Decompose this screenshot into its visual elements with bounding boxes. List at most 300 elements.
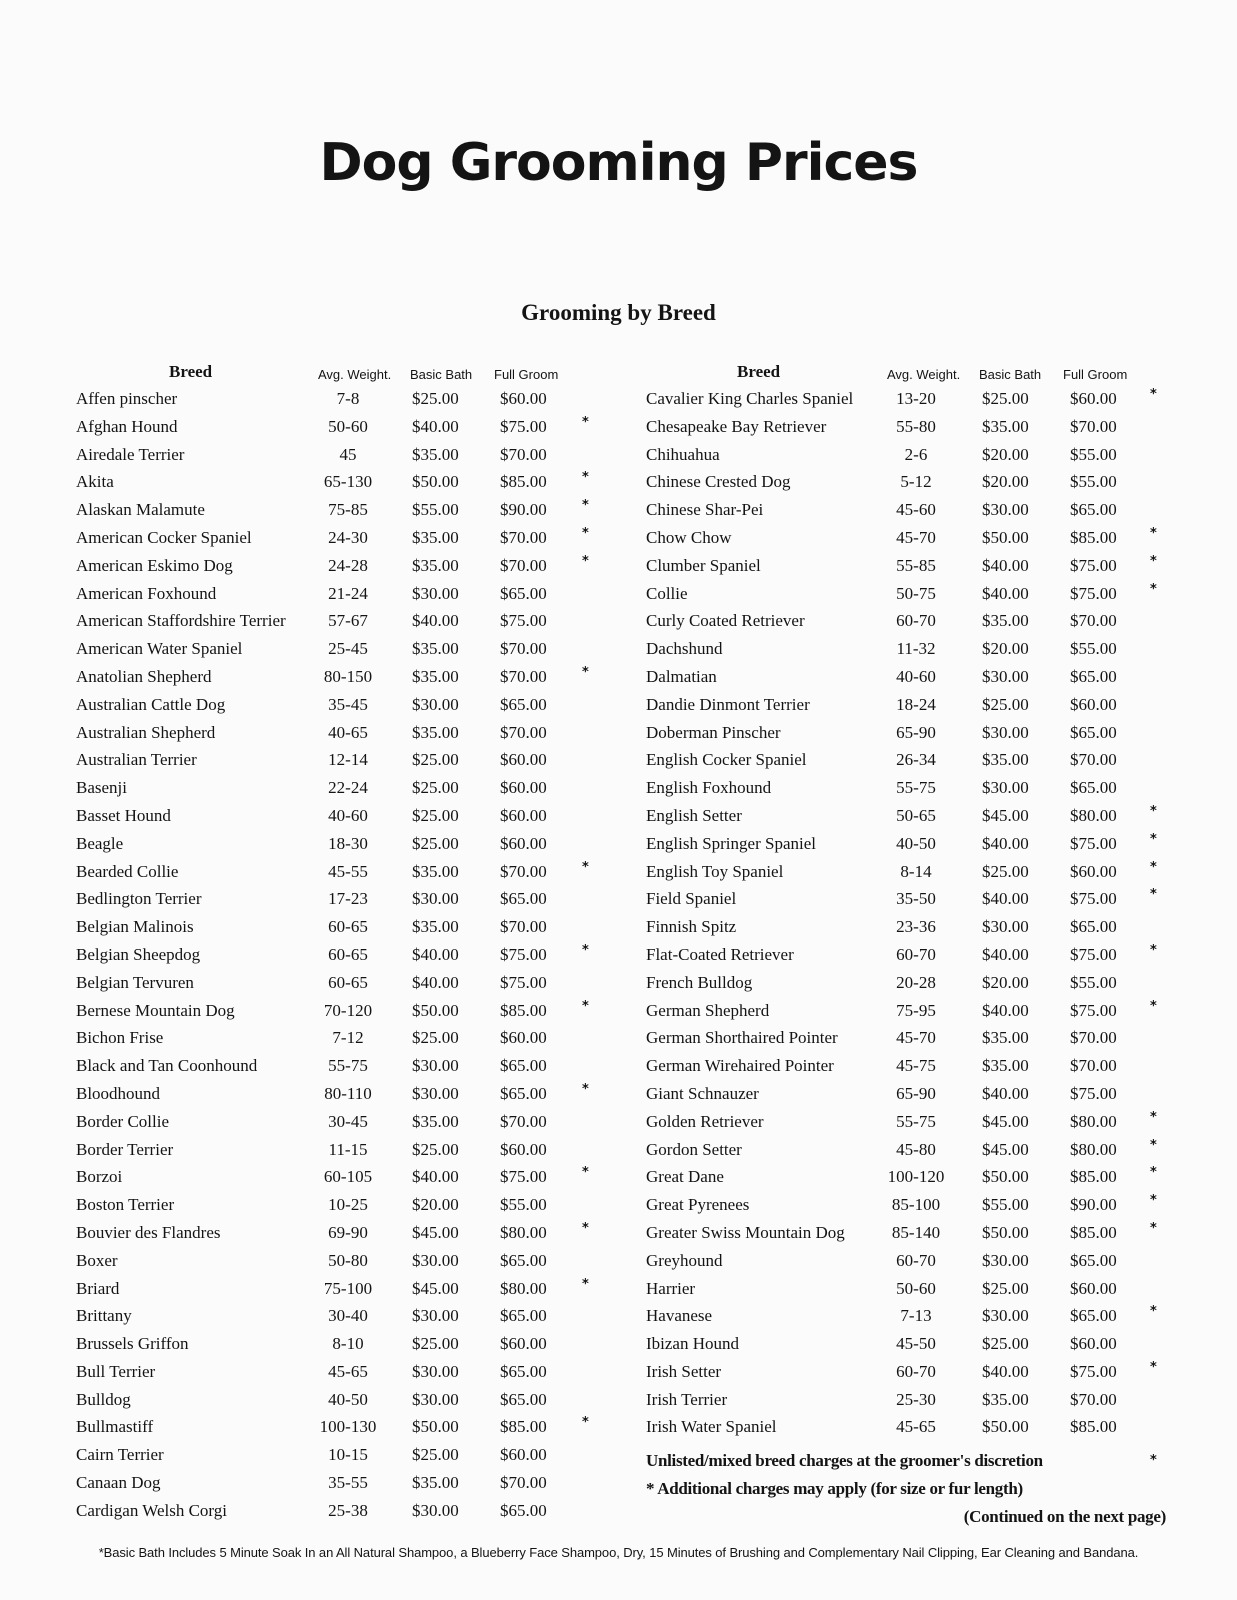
breed-name: Great Pyrenees	[646, 1195, 750, 1215]
avg-weight: 45-70	[896, 1028, 936, 1048]
avg-weight: 55-75	[896, 778, 936, 798]
breed-name: Akita	[76, 472, 114, 492]
avg-weight: 45-60	[896, 500, 936, 520]
full-groom-price: $75.00	[500, 944, 547, 964]
avg-weight: 50-80	[328, 1250, 368, 1270]
basic-bath-price: $35.00	[412, 555, 459, 575]
breed-name: Cairn Terrier	[76, 1445, 164, 1465]
basic-bath-price: $45.00	[412, 1278, 459, 1298]
breed-name: Belgian Tervuren	[76, 972, 194, 992]
breed-name: Border Collie	[76, 1111, 170, 1131]
avg-weight: 85-140	[891, 1222, 941, 1242]
breed-name: Canaan Dog	[76, 1473, 161, 1493]
header-breed: Breed	[169, 362, 213, 381]
avg-weight: 50-75	[896, 583, 936, 603]
breed-name: Bullmastiff	[76, 1417, 154, 1437]
basic-bath-price: $30.00	[412, 1306, 459, 1326]
extra-charge-asterisk: *	[582, 470, 589, 486]
breed-name: English Cocker Spaniel	[646, 750, 807, 770]
basic-bath-price: $20.00	[982, 639, 1029, 659]
basic-bath-price: $50.00	[982, 527, 1029, 547]
full-groom-price: $70.00	[1070, 1028, 1117, 1048]
breed-name: Boston Terrier	[76, 1195, 175, 1215]
basic-bath-price: $55.00	[982, 1195, 1029, 1215]
avg-weight: 65-90	[896, 1083, 936, 1103]
extra-charge-asterisk: *	[1150, 1193, 1157, 1209]
basic-bath-price: $40.00	[982, 555, 1029, 575]
basic-bath-price: $50.00	[412, 1000, 459, 1020]
basic-bath-price: $30.00	[412, 1361, 459, 1381]
breed-name: Gordon Setter	[646, 1139, 742, 1159]
breed-name: Golden Retriever	[646, 1111, 764, 1131]
full-groom-price: $85.00	[1070, 1222, 1117, 1242]
breed-name: Irish Setter	[646, 1361, 722, 1381]
avg-weight: 11-15	[328, 1139, 368, 1159]
avg-weight: 55-75	[896, 1111, 936, 1131]
extra-charge-asterisk: *	[582, 1165, 589, 1181]
full-groom-price: $60.00	[500, 1028, 547, 1048]
basic-bath-price: $40.00	[982, 583, 1029, 603]
full-groom-price: $70.00	[500, 555, 547, 575]
full-groom-price: $65.00	[500, 1389, 547, 1409]
full-groom-price: $55.00	[500, 1195, 547, 1215]
full-groom-price: $70.00	[500, 527, 547, 547]
avg-weight: 35-45	[328, 694, 368, 714]
avg-weight: 65-130	[323, 472, 373, 492]
avg-weight: 60-65	[328, 972, 368, 992]
avg-weight: 11-32	[896, 639, 936, 659]
basic-bath-price: $50.00	[982, 1167, 1029, 1187]
extra-charge-asterisk: *	[582, 1276, 589, 1292]
breed-name: American Staffordshire Terrier	[76, 611, 286, 631]
avg-weight: 100-120	[887, 1167, 945, 1187]
avg-weight: 75-100	[323, 1278, 373, 1298]
basic-bath-price: $25.00	[412, 833, 459, 853]
full-groom-price: $80.00	[1070, 805, 1117, 825]
breed-name: Chinese Crested Dog	[646, 472, 791, 492]
basic-bath-price: $40.00	[412, 944, 459, 964]
full-groom-price: $60.00	[500, 778, 547, 798]
full-groom-price: $90.00	[1070, 1195, 1117, 1215]
basic-bath-price: $35.00	[412, 917, 459, 937]
extra-charge-asterisk: *	[1150, 553, 1157, 569]
avg-weight: 55-75	[328, 1056, 368, 1076]
breed-name: Greater Swiss Mountain Dog	[646, 1222, 845, 1242]
full-groom-price: $70.00	[500, 639, 547, 659]
basic-bath-price: $25.00	[412, 778, 459, 798]
breed-name: Chesapeake Bay Retriever	[646, 416, 827, 436]
full-groom-price: $80.00	[1070, 1111, 1117, 1131]
breed-name: Bichon Frise	[76, 1028, 164, 1048]
avg-weight: 45-65	[896, 1417, 936, 1437]
extra-charge-asterisk: *	[582, 942, 589, 958]
breed-name: Beagle	[76, 833, 124, 853]
basic-bath-price: $30.00	[412, 1250, 459, 1270]
header-breed: Breed	[737, 362, 781, 381]
avg-weight: 45	[339, 444, 357, 464]
breed-name: Boxer	[76, 1250, 118, 1270]
breed-name: Curly Coated Retriever	[646, 611, 805, 631]
full-groom-price: $85.00	[1070, 527, 1117, 547]
extra-charge-asterisk: *	[1150, 887, 1157, 903]
basic-bath-price: $20.00	[982, 444, 1029, 464]
basic-bath-price: $35.00	[412, 666, 459, 686]
breed-name: Basenji	[76, 778, 127, 798]
avg-weight: 60-70	[896, 1250, 936, 1270]
full-groom-price: $90.00	[500, 500, 547, 520]
avg-weight: 60-70	[896, 944, 936, 964]
breed-name: English Setter	[646, 805, 742, 825]
avg-weight: 22-24	[328, 778, 368, 798]
basic-bath-price: $40.00	[412, 1167, 459, 1187]
extra-charge-asterisk: *	[1150, 998, 1157, 1014]
breed-name: Bloodhound	[76, 1083, 161, 1103]
avg-weight: 35-55	[328, 1473, 368, 1493]
basic-bath-price: $30.00	[982, 1250, 1029, 1270]
basic-bath-price: $30.00	[982, 500, 1029, 520]
full-groom-price: $65.00	[500, 1306, 547, 1326]
full-groom-price: $55.00	[1070, 472, 1117, 492]
basic-bath-price: $40.00	[982, 1000, 1029, 1020]
basic-bath-price: $45.00	[982, 1111, 1029, 1131]
basic-bath-price: $30.00	[412, 889, 459, 909]
avg-weight: 60-70	[896, 1361, 936, 1381]
avg-weight: 40-60	[896, 666, 936, 686]
breed-name: Australian Cattle Dog	[76, 694, 226, 714]
page-title: Dog Grooming Prices	[319, 133, 918, 193]
full-groom-price: $70.00	[1070, 750, 1117, 770]
basic-bath-price: $25.00	[412, 805, 459, 825]
extra-charge-asterisk: *	[582, 525, 589, 541]
full-groom-price: $70.00	[500, 722, 547, 742]
breed-name: Finnish Spitz	[646, 917, 737, 937]
avg-weight: 30-40	[328, 1306, 368, 1326]
basic-bath-price: $40.00	[412, 416, 459, 436]
unlisted-breed-note: Unlisted/mixed breed charges at the groomer's discretion	[646, 1451, 1043, 1470]
breed-name: Brittany	[76, 1306, 132, 1326]
breed-name: Irish Terrier	[646, 1389, 728, 1409]
avg-weight: 7-8	[336, 389, 360, 408]
breed-name: Field Spaniel	[646, 889, 737, 909]
basic-bath-price: $35.00	[412, 861, 459, 881]
breed-name: German Wirehaired Pointer	[646, 1056, 834, 1076]
full-groom-price: $75.00	[1070, 1000, 1117, 1020]
extra-charge-asterisk: *	[582, 859, 589, 875]
basic-bath-price: $50.00	[412, 472, 459, 492]
avg-weight: 45-50	[896, 1334, 936, 1354]
avg-weight: 7-13	[900, 1306, 932, 1326]
basic-bath-price: $35.00	[982, 1389, 1029, 1409]
full-groom-price: $70.00	[500, 444, 547, 464]
full-groom-price: $70.00	[500, 666, 547, 686]
basic-bath-price: $30.00	[982, 778, 1029, 798]
full-groom-price: $75.00	[1070, 944, 1117, 964]
avg-weight: 20-28	[896, 972, 936, 992]
basic-bath-price: $45.00	[412, 1222, 459, 1242]
full-groom-price: $75.00	[500, 1167, 547, 1187]
avg-weight: 45-70	[896, 527, 936, 547]
avg-weight: 2-6	[904, 444, 928, 464]
full-groom-price: $60.00	[500, 833, 547, 853]
section-subtitle: Grooming by Breed	[521, 300, 716, 325]
full-groom-price: $60.00	[1070, 694, 1117, 714]
avg-weight: 80-110	[324, 1083, 372, 1103]
extra-charge-asterisk: *	[582, 553, 589, 569]
avg-weight: 17-23	[328, 889, 368, 909]
extra-charge-asterisk: *	[582, 414, 589, 430]
full-groom-price: $70.00	[1070, 1389, 1117, 1409]
full-groom-price: $65.00	[1070, 722, 1117, 742]
avg-weight: 50-60	[896, 1278, 936, 1298]
basic-bath-price: $25.00	[412, 750, 459, 770]
basic-bath-price: $20.00	[412, 1195, 459, 1215]
extra-charge-asterisk: *	[1150, 859, 1157, 875]
full-groom-price: $65.00	[1070, 1250, 1117, 1270]
full-groom-price: $55.00	[1070, 972, 1117, 992]
breed-name: Belgian Malinois	[76, 917, 194, 937]
full-groom-price: $75.00	[500, 416, 547, 436]
full-groom-price: $65.00	[500, 1250, 547, 1270]
basic-bath-price: $40.00	[982, 833, 1029, 853]
breed-name: English Foxhound	[646, 778, 772, 798]
avg-weight: 80-150	[323, 666, 373, 686]
extra-charge-asterisk: *	[582, 1081, 589, 1097]
extra-charge-asterisk: *	[1150, 581, 1157, 597]
basic-bath-price: $40.00	[982, 889, 1029, 909]
avg-weight: 21-24	[328, 583, 368, 603]
extra-charge-asterisk: *	[582, 1220, 589, 1236]
basic-bath-price: $55.00	[412, 500, 459, 520]
avg-weight: 45-65	[328, 1361, 368, 1381]
basic-bath-price: $35.00	[412, 1111, 459, 1131]
extra-charge-asterisk: *	[582, 664, 589, 680]
avg-weight: 65-90	[896, 722, 936, 742]
header-groom: Full Groom	[1063, 367, 1128, 382]
avg-weight: 12-14	[328, 750, 368, 770]
extra-charge-asterisk: *	[1150, 1304, 1157, 1320]
breed-name: German Shepherd	[646, 1000, 770, 1020]
full-groom-price: $65.00	[500, 889, 547, 909]
full-groom-price: $85.00	[500, 1417, 547, 1437]
full-groom-price: $60.00	[1070, 861, 1117, 881]
basic-bath-price: $40.00	[412, 611, 459, 631]
full-groom-price: $85.00	[1070, 1417, 1117, 1437]
breed-name: Flat-Coated Retriever	[646, 944, 794, 964]
basic-bath-price: $30.00	[412, 1083, 459, 1103]
avg-weight: 55-80	[896, 416, 936, 436]
full-groom-price: $65.00	[1070, 778, 1117, 798]
avg-weight: 45-75	[896, 1056, 936, 1076]
full-groom-price: $60.00	[500, 805, 547, 825]
avg-weight: 30-45	[328, 1111, 368, 1131]
basic-bath-price: $25.00	[412, 1445, 459, 1465]
avg-weight: 18-24	[896, 694, 936, 714]
basic-bath-price: $30.00	[982, 917, 1029, 937]
breed-name: Bernese Mountain Dog	[76, 1000, 235, 1020]
full-groom-price: $75.00	[1070, 889, 1117, 909]
avg-weight: 40-50	[328, 1389, 368, 1409]
extra-charge-asterisk: *	[1150, 803, 1157, 819]
full-groom-price: $75.00	[1070, 583, 1117, 603]
breed-name: American Water Spaniel	[76, 639, 243, 659]
full-groom-price: $75.00	[1070, 1083, 1117, 1103]
table-notes	[646, 1451, 1166, 1531]
breed-name: English Toy Spaniel	[646, 861, 784, 881]
basic-bath-price: $25.00	[982, 389, 1029, 408]
full-groom-price: $55.00	[1070, 444, 1117, 464]
basic-bath-price: $30.00	[982, 722, 1029, 742]
avg-weight: 75-85	[328, 500, 368, 520]
avg-weight: 26-34	[896, 750, 936, 770]
basic-bath-price: $25.00	[412, 1139, 459, 1159]
basic-bath-price: $25.00	[982, 1334, 1029, 1354]
breed-name: Anatolian Shepherd	[76, 666, 212, 686]
avg-weight: 40-65	[328, 722, 368, 742]
avg-weight: 100-130	[319, 1417, 377, 1437]
basic-bath-price: $35.00	[412, 639, 459, 659]
breed-name: Borzoi	[76, 1167, 123, 1187]
basic-bath-price: $35.00	[412, 722, 459, 742]
full-groom-price: $70.00	[500, 917, 547, 937]
basic-bath-price: $30.00	[412, 1389, 459, 1409]
breed-name: German Shorthaired Pointer	[646, 1028, 838, 1048]
breed-name: Giant Schnauzer	[646, 1083, 759, 1103]
breed-name: Brussels Griffon	[76, 1334, 189, 1354]
extra-charge-asterisk: *	[1150, 942, 1157, 958]
basic-bath-price: $40.00	[982, 1361, 1029, 1381]
full-groom-price: $70.00	[1070, 416, 1117, 436]
breed-name: Great Dane	[646, 1167, 724, 1187]
basic-bath-price: $20.00	[982, 972, 1029, 992]
breed-name: Harrier	[646, 1278, 696, 1298]
basic-bath-price: $30.00	[412, 694, 459, 714]
basic-bath-price: $25.00	[412, 389, 459, 408]
basic-bath-price: $25.00	[982, 1278, 1029, 1298]
basic-bath-price: $35.00	[412, 444, 459, 464]
full-groom-price: $65.00	[500, 1083, 547, 1103]
extra-charge-asterisk: *	[1150, 1109, 1157, 1125]
full-groom-price: $60.00	[1070, 1278, 1117, 1298]
avg-weight: 57-67	[328, 611, 368, 631]
avg-weight: 8-14	[900, 861, 932, 881]
full-groom-price: $70.00	[500, 1473, 547, 1493]
avg-weight: 60-65	[328, 917, 368, 937]
full-groom-price: $60.00	[500, 1139, 547, 1159]
breed-name: Dandie Dinmont Terrier	[646, 694, 810, 714]
unlisted-note-asterisk: *	[1150, 1453, 1157, 1468]
basic-bath-price: $45.00	[982, 1139, 1029, 1159]
breed-name: French Bulldog	[646, 972, 753, 992]
avg-weight: 55-85	[896, 555, 936, 575]
full-groom-price: $70.00	[500, 1111, 547, 1131]
extra-charge-asterisk: *	[1150, 1137, 1157, 1153]
full-groom-price: $60.00	[500, 389, 547, 408]
basic-bath-price: $20.00	[982, 472, 1029, 492]
breed-name: Bulldog	[76, 1389, 131, 1409]
avg-weight: 18-30	[328, 833, 368, 853]
extra-charge-asterisk: *	[1150, 387, 1157, 402]
avg-weight: 40-50	[896, 833, 936, 853]
full-groom-price: $80.00	[500, 1222, 547, 1242]
breed-name: Belgian Sheepdog	[76, 944, 201, 964]
avg-weight: 35-50	[896, 889, 936, 909]
full-groom-price: $55.00	[1070, 639, 1117, 659]
avg-weight: 60-65	[328, 944, 368, 964]
breed-name: Bearded Collie	[76, 861, 179, 881]
avg-weight: 85-100	[891, 1195, 941, 1215]
full-groom-price: $65.00	[1070, 1306, 1117, 1326]
breed-name: American Cocker Spaniel	[76, 527, 252, 547]
full-groom-price: $75.00	[500, 611, 547, 631]
breed-name: Ibizan Hound	[646, 1334, 740, 1354]
breed-name: Greyhound	[646, 1250, 723, 1270]
avg-weight: 8-10	[332, 1334, 364, 1354]
breed-name: Afghan Hound	[76, 416, 178, 436]
full-groom-price: $70.00	[500, 861, 547, 881]
breed-name: Briard	[76, 1278, 120, 1298]
avg-weight: 5-12	[900, 472, 932, 492]
extra-charge-asterisk: *	[582, 498, 589, 514]
header-weight: Avg. Weight.	[318, 367, 392, 382]
breed-name: Bedlington Terrier	[76, 889, 202, 909]
basic-bath-price: $50.00	[412, 1417, 459, 1437]
basic-bath-price: $30.00	[412, 1056, 459, 1076]
breed-name: Collie	[646, 583, 688, 603]
basic-bath-price: $25.00	[412, 1028, 459, 1048]
header-bath: Basic Bath	[410, 367, 473, 382]
full-groom-price: $60.00	[500, 1334, 547, 1354]
breed-name: American Foxhound	[76, 583, 217, 603]
extra-charge-asterisk: *	[582, 998, 589, 1014]
breed-name: Clumber Spaniel	[646, 555, 761, 575]
breed-name: Cardigan Welsh Corgi	[76, 1500, 227, 1520]
basic-bath-price: $35.00	[982, 750, 1029, 770]
header-groom: Full Groom	[494, 367, 559, 382]
basic-bath-price: $50.00	[982, 1417, 1029, 1437]
full-groom-price: $65.00	[500, 1500, 547, 1520]
basic-bath-price: $35.00	[982, 611, 1029, 631]
avg-weight: 50-60	[328, 416, 368, 436]
avg-weight: 70-120	[323, 1000, 373, 1020]
basic-bath-price: $25.00	[982, 694, 1029, 714]
continued-note: (Continued on the next page)	[963, 1507, 1166, 1526]
avg-weight: 7-12	[332, 1028, 364, 1048]
breed-name: Affen pinscher	[76, 389, 178, 408]
full-groom-price: $85.00	[500, 472, 547, 492]
extra-charge-asterisk: *	[1150, 525, 1157, 541]
full-groom-price: $65.00	[1070, 666, 1117, 686]
full-groom-price: $65.00	[500, 1056, 547, 1076]
breed-name: Airedale Terrier	[76, 444, 185, 464]
breed-name: Australian Terrier	[76, 750, 197, 770]
full-groom-price: $65.00	[1070, 917, 1117, 937]
avg-weight: 25-45	[328, 639, 368, 659]
basic-bath-price: $35.00	[412, 1473, 459, 1493]
full-groom-price: $85.00	[1070, 1167, 1117, 1187]
full-groom-price: $60.00	[500, 750, 547, 770]
full-groom-price: $75.00	[500, 972, 547, 992]
basic-bath-price: $30.00	[982, 666, 1029, 686]
basic-bath-price: $25.00	[982, 861, 1029, 881]
basic-bath-price: $40.00	[982, 1083, 1029, 1103]
basic-bath-price: $35.00	[982, 416, 1029, 436]
avg-weight: 75-95	[896, 1000, 936, 1020]
breed-name: Chinese Shar-Pei	[646, 500, 764, 520]
avg-weight: 10-15	[328, 1445, 368, 1465]
header-weight: Avg. Weight.	[887, 367, 961, 382]
extra-charge-asterisk: *	[1150, 1220, 1157, 1236]
breed-name: Chihuahua	[646, 444, 720, 464]
